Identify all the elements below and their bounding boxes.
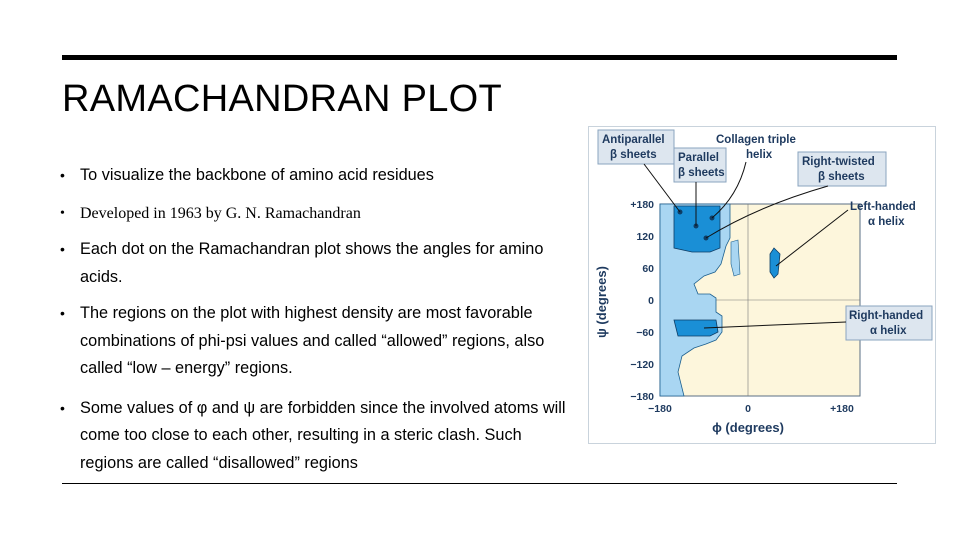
y-tick-label: −60: [636, 327, 654, 339]
x-tick-label: −180: [648, 403, 672, 415]
bullet-item: • Some values of φ and ψ are forbidden since the involved atoms will come too close to each other, resulting in a steric clash. Such regions are called “disallowed” regions: [58, 395, 578, 478]
right-twisted-label-line2: β sheets: [818, 171, 865, 183]
y-tick-label: 0: [648, 295, 654, 307]
collagen-label-line2: helix: [746, 149, 773, 161]
y-tick-label: −180: [630, 391, 654, 403]
y-tick-label: +180: [630, 199, 654, 211]
left-handed-label-line2: α helix: [868, 216, 905, 228]
y-tick-label: −120: [630, 359, 654, 371]
antiparallel-label-line1: Antiparallel: [602, 134, 665, 146]
figure-border: [588, 126, 936, 444]
right-handed-label-line1: Right-handed: [849, 310, 924, 322]
x-tick-label: +180: [830, 403, 854, 415]
bullet-list: [58, 162, 578, 477]
slide-title: RAMACHANDRAN PLOT: [62, 78, 503, 120]
x-tick-label: 0: [745, 403, 751, 415]
collagen-label-line1: Collagen triple: [716, 134, 796, 146]
bullet-item: • To visualize the backbone of amino acid residues: [58, 162, 578, 190]
bottom-rule: [62, 483, 897, 484]
parallel-label-line2: β sheets: [678, 167, 725, 179]
right-handed-label-line2: α helix: [870, 325, 907, 337]
left-handed-label-line1: Left-handed: [850, 201, 916, 213]
y-tick-label: 60: [642, 263, 654, 275]
top-rule: [62, 55, 897, 60]
y-axis-label: ψ (degrees): [594, 266, 609, 338]
y-tick-label: 120: [636, 231, 654, 243]
antiparallel-label-line2: β sheets: [610, 149, 657, 161]
bullet-item: • Each dot on the Ramachandran plot shows the angles for amino acids.: [58, 236, 578, 291]
right-twisted-label-line1: Right-twisted: [802, 156, 875, 168]
ramachandran-figure: [588, 126, 936, 444]
x-axis-label: ϕ (degrees): [712, 420, 784, 435]
bullet-item: • Developed in 1963 by G. N. Ramachandran: [58, 200, 578, 228]
parallel-label-line1: Parallel: [678, 152, 719, 164]
bullet-item: • The regions on the plot with highest density are most favorable combinations of phi-psi values and called “allowed” regions, also called “low – energy” regions.: [58, 300, 578, 383]
